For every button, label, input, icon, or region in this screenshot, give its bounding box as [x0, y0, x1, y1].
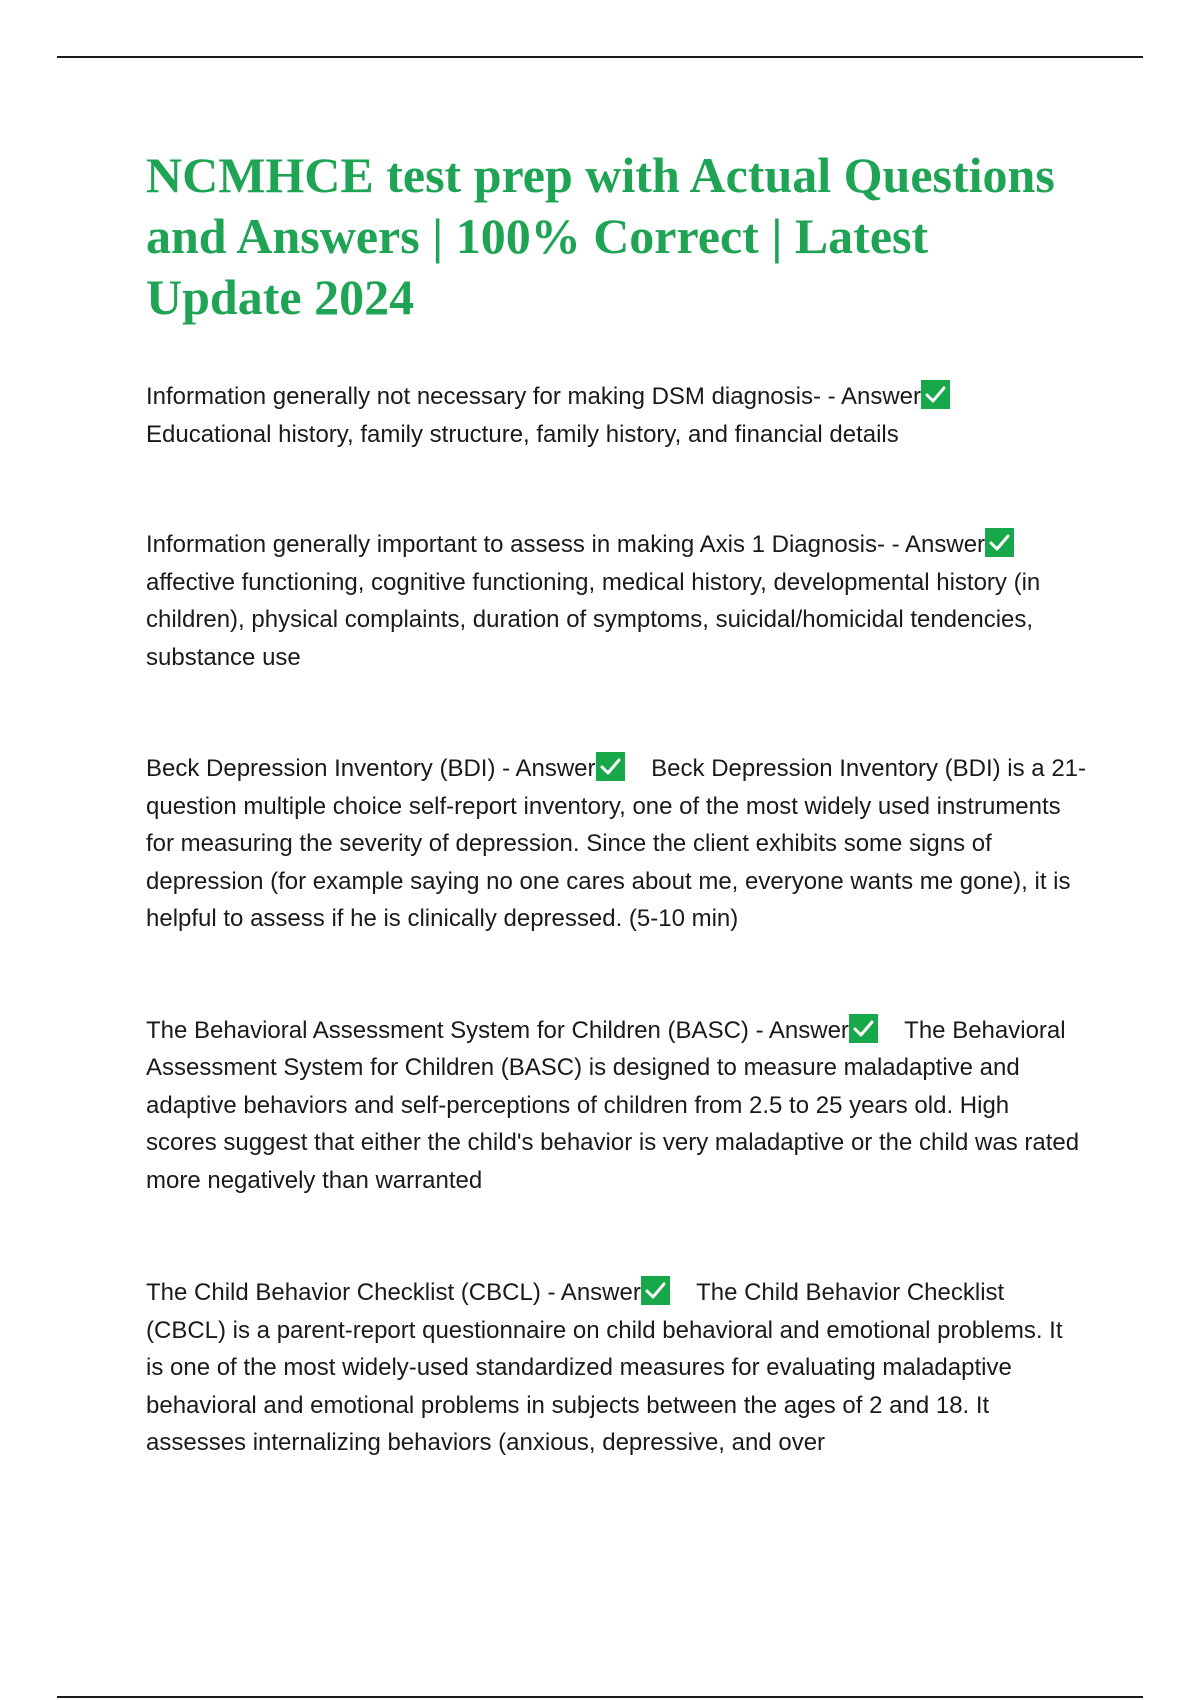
qa-question: Information generally not necessary for making DSM diagnosis- - Answer	[146, 383, 922, 410]
qa-item	[146, 750, 1086, 938]
qa-question: Information generally important to assess in making Axis 1 Diagnosis- - Answer	[146, 531, 986, 558]
qa-answer: Beck Depression Inventory (BDI) is a 21-question multiple choice self-report inventory, one of the most widely used instruments for measuring the severity of depression. Since the client exhibits some signs of depression (for example saying no one cares about me, everyone wants me gone), it is helpful to assess if he is clinically depressed. (5-10 min)	[146, 755, 1087, 932]
check-mark-icon	[849, 1014, 878, 1043]
top-rule	[57, 56, 1143, 58]
qa-question: The Child Behavior Checklist (CBCL) - Answer	[146, 1279, 641, 1306]
check-mark-icon	[985, 528, 1014, 557]
qa-list	[146, 378, 1086, 1462]
qa-item	[146, 526, 1086, 676]
qa-answer: Educational history, family structure, family history, and financial details	[146, 420, 899, 448]
check-mark-icon	[596, 752, 625, 781]
qa-item	[146, 1012, 1086, 1200]
qa-item	[146, 1274, 1086, 1462]
qa-item	[146, 378, 1086, 453]
qa-question: Beck Depression Inventory (BDI) - Answer	[146, 755, 596, 782]
check-mark-icon	[641, 1276, 670, 1305]
document-title: NCMHCE test prep with Actual Questions and Answers | 100% Correct | Latest Update 2024	[146, 147, 1055, 325]
qa-answer: The Behavioral Assessment System for Children (BASC) is designed to measure maladaptive and adaptive behaviors and self-perceptions of children from 2.5 to 25 years old. High scores suggest that either the child's behavior is very maladaptive or the child was rated more negatively than warranted	[146, 1016, 1080, 1194]
qa-answer: affective functioning, cognitive functioning, medical history, developmental history (in children), physical complaints, duration of symptoms, suicidal/homicidal tendencies, substance use	[146, 568, 1041, 671]
document-page	[146, 145, 1086, 1535]
bottom-rule	[57, 1696, 1143, 1698]
check-mark-icon	[921, 380, 950, 409]
qa-answer: The Child Behavior Checklist (CBCL) is a parent-report questionnaire on child behavioral and emotional problems. It is one of the most widely-used standardized measures for evaluating maladaptive behavioral and emotional problems in subjects between the ages of 2 and 18. It assesses internalizing behaviors (anxious, depressive, and over	[146, 1279, 1063, 1456]
qa-question: The Behavioral Assessment System for Children (BASC) - Answer	[146, 1016, 849, 1044]
